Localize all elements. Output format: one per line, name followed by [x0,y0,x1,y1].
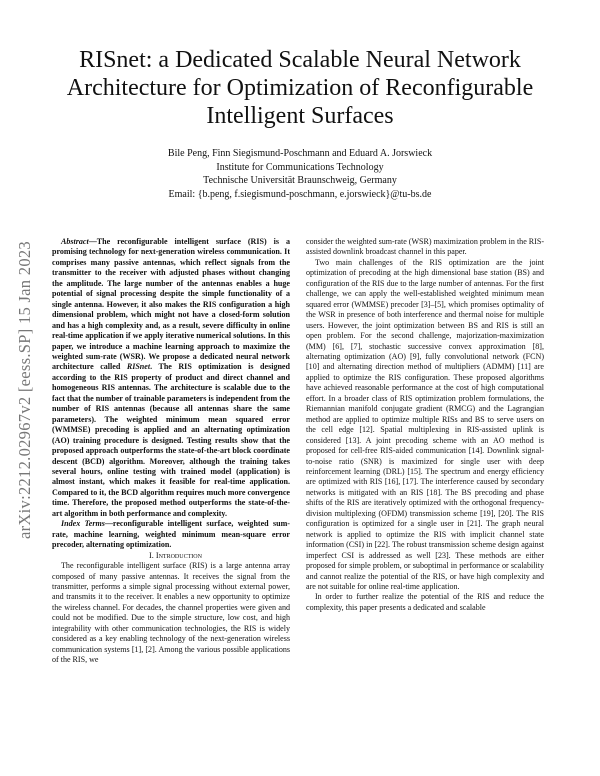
author-email: Email: {b.peng, f.siegismund-poschmann, e.jorswieck}@tu-bs.de [168,188,432,200]
right-column [306,237,544,613]
author-block [40,147,560,201]
paper-title: RISnet: a Dedicated Scalable Neural Network Architecture for Optimization of Reconfigurable Intelligent Surfaces [66,47,534,129]
index-terms-text: —reconfigurable intelligent surface, weighted sum-rate, machine learning, weighted minimum mean-square error precoder, alternating optimization. [52,519,290,550]
abstract-text2: . The RIS optimization is designed according to the RIS property of product and direct channel and homogeneous RIS antennas. The architecture is scalable due to the fact that the number of trainable parameters is independent from the number of RIS antennas (because all antennas share the same parameters). The weighted minimum mean squared error (WMMSE) precoding is applied and an alternating optimization (AO) training procedure is designed. Testing results show that the proposed approach outperforms the state-of-the-art block coordinate descent (BCD) algorithm. Moreover, although the training takes several hours, online testing with trained model (application) is almost instant, which makes it feasible for real-time application. Compared to it, the BCD algorithm requires much more convergence time. Therefore, the proposed method outperforms the state-of-the-art algorithm in both performance and complexity. [52,362,290,518]
arxiv-id: arXiv:2212.02967v2 [eess.SP] 15 Jan 2023 [15,241,34,539]
abstract-emph: RISnet [126,362,151,372]
abstract-text: —The reconfigurable intelligent surface (RIS) is a promising technology for next-generation wireless communication. It comprises many passive antennas, which reflect signals from the transmitter to the receiver with adjusted phases without changing the amplitude. The large number of the antennas enables a huge potential of signal processing despite the simple functionality of a single antenna. However, it also makes the RIS configuration a high dimensional problem, which might not have a closed-form solution and has a high complexity and, as a result, severe difficulty in online real-time application if we apply iterative numerical solutions. In this paper, we introduce a machine learning approach to maximize the weighted sum-rate (WSR). We propose a dedicated neural network architecture called [52,237,290,372]
section-heading: I. Introduction [149,550,202,560]
index-terms-label: Index Terms [61,519,105,529]
right-paragraph-1: consider the weighted sum-rate (WSR) maximization problem in the RIS-assisted downlink broadcast channel in this paper. [306,237,544,257]
author-names: Bile Peng, Finn Siegismund-Poschmann and Eduard A. Jorswieck [167,148,433,159]
index-terms [52,519,290,550]
abstract [52,237,290,519]
left-column [52,237,290,666]
right-paragraph-2: Two main challenges of the RIS optimization are the joint optimization of precoding at the high dimensional base station (BS) and configuration of the RIS due to the large number of antennas. For the first challenge, we can apply the well-established weighted minimum mean squared error (WMMSE) precoder [3]–[5], which promises optimality of the WSR in presence of both interference and thermal noise for multiple users. However, the joint optimization between BS and RIS is still an open problem. For the second challenge, majorization-maximization (MM) [6], [7], stochastic successive convex approximation [8], alternating optimization (AO) [9], fully convolutional network (FCN) [10] and alternating direction method of multipliers (ADMM) [11] are applied to optimize the RIS configuration. These proposed algorithms have achieved reasonable performance at the cost of high computational effort. In a broader class of RIS optimization problem formulations, the Riemannian manifold conjugate gradient (RMCG) and the Lagrangian method are applied to optimize multiple RISs and BS to serve users on the cell edge [12]. Spatial multiplexing in RIS-assisted uplink is considered [13]. A joint precoding scheme with an AO method is proposed for cell-free RIS-aided communication [14]. Downlink signal-to-noise ratio (SNR) is maximized for single user with deep reinforcement learning (DRL) [15]. The spectrum and energy efficiency are optimized with RIS [16], [17]. The interference caused by secondary networks is mitigated with an RIS [18]. The BS precoding and phase shifts of the RIS are iteratively optimized with the orthogonal frequency-division multiplexing (OFDM) transmission scheme [19], [20]. The RIS configuration is optimized for a single user in [21]. The graph neural network is applied to optimize the RIS with implicit channel state information (CSI) in [22]. The robust transmission scheme design against imperfect CSI is addressed as well [23]. These methods are either proposed for simple problem, or suboptimal in performance or scalability and cannot realize the potential of the RIS, or have high complexity and are not suitable for online real-time application. [306,257,544,591]
intro-paragraph: The reconfigurable intelligent surface (RIS) is a large antenna array composed of many passive antennas. It receives the signal from the transmitter, performs a simple signal processing without external power, and transmits it to the receiver. It enables a new opportunity to optimize the wireless channel. For decades, the channel properties were given and could not be modified. Due to the simple structure, low cost, and high integrability with other communication technologies, the RIS is widely considered as a key enabling technology of the next-generation wireless communication systems [1], [2]. Among the various possible applications of the RIS, we [52,561,290,665]
author-university: Technische Universität Braunschweig, Germany [203,175,397,186]
abstract-label: Abstract [61,237,89,246]
right-paragraph-3: In order to further realize the potential of the RIS and reduce the complexity, this paper presents a dedicated and scalable [306,592,544,612]
arxiv-sidebar [14,200,36,580]
author-institute: Institute for Communications Technology [216,161,384,173]
